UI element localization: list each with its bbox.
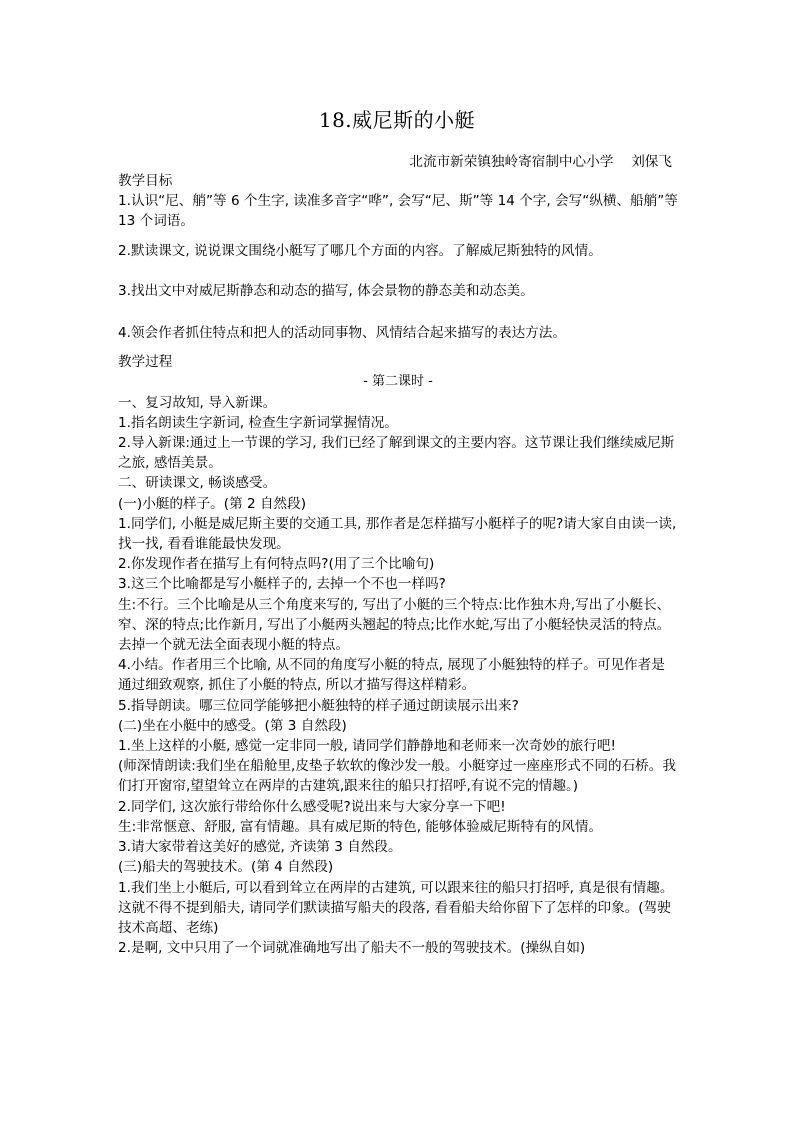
section-heading: 二、研读课文, 畅谈感受。 bbox=[118, 475, 277, 492]
paragraph: 生:不行。三个比喻是从三个角度来写的, 写出了小艇的三个特点:比作独木舟,写出了小艇长、窄、深的特点;比作新月, 写出了小艇两头翘起的特点;比作水蛇,写出了小艇轻快灵活的特点。去掉一个就无法全面表现小艇的特点。 bbox=[118, 596, 671, 654]
paragraph: 生:非常惬意、舒服, 富有情趣。具有威尼斯的特色, 能够体验威尼斯特有的风情。 bbox=[118, 818, 603, 835]
paragraph: 1.指名朗读生字新词, 检查生字新词掌握情况。 bbox=[118, 414, 398, 431]
paragraph: 2.导入新课:通过上一节课的学习, 我们已经了解到课文的主要内容。这节课让我们继续威尼斯之旅, 感悟美景。 bbox=[118, 435, 675, 472]
goal-item: 2.默读课文, 说说课文围绕小艇写了哪几个方面的内容。了解威尼斯独特的风情。 bbox=[118, 242, 602, 259]
subsection-heading: (二)坐在小艇中的感受。(第 3 自然段) bbox=[118, 717, 347, 734]
paragraph: (师深情朗读:我们坐在船舱里,皮垫子软软的像沙发一般。小艇穿过一座座形式不同的石桥。我们打开窗帘,望望耸立在两岸的古建筑,跟来往的船只打招呼,有说不完的情趣。) bbox=[118, 758, 676, 795]
section-heading: 一、复习故知, 导入新课。 bbox=[118, 394, 277, 411]
paragraph: 3.这三个比喻都是写小艇样子的, 去掉一个不也一样吗? bbox=[118, 576, 446, 593]
goals-heading: 教学目标 bbox=[118, 173, 173, 189]
goal-item: 3.找出文中对威尼斯静态和动态的描写, 体会景物的静态美和动态美。 bbox=[118, 282, 534, 299]
document-body bbox=[118, 171, 678, 958]
goal-item: 1.认识“尼、艄”等 6 个生字, 读准多音字“哗”, 会写“尼、斯”等 14 个字, 会写“纵横、船艄”等 13 个词语。 bbox=[118, 193, 678, 230]
document-title: 18.威尼斯的小艇 bbox=[318, 108, 476, 132]
paragraph: 1.同学们, 小艇是威尼斯主要的交通工具, 那作者是怎样描写小艇样子的呢?请大家自由读一读, 找一找, 看看谁能最快发现。 bbox=[118, 515, 677, 553]
paragraph: 2.同学们, 这次旅行带给你什么感受呢?说出来与大家分享一下吧! bbox=[118, 798, 506, 815]
paragraph: 5.指导朗读。哪三位同学能够把小艇独特的样子通过朗读展示出来? bbox=[118, 697, 519, 714]
goal-item: 4.领会作者抓住特点和把人的活动同事物、风情结合起来描写的表达方法。 bbox=[118, 325, 566, 342]
paragraph: 2.是啊, 文中只用了一个词就准确地写出了船夫不一般的驾驶技术。(操纵自如) bbox=[118, 940, 586, 957]
author-line: 北流市新荣镇独岭寄宿制中心小学 刘保飞 bbox=[409, 154, 672, 170]
process-heading: 教学过程 bbox=[118, 354, 173, 371]
lesson-label: - 第二课时 - bbox=[363, 374, 433, 390]
paragraph: 4.小结。作者用三个比喻, 从不同的角度写小艇的特点, 展现了小艇独特的样子。可见作者是通过细致观察, 抓住了小艇的特点, 所以才描写得这样精彩。 bbox=[118, 657, 665, 694]
paragraph: 3.请大家带着这美好的感觉, 齐读第 3 自然段。 bbox=[118, 839, 402, 856]
paragraph: 2.你发现作者在描写上有何特点吗?(用了三个比喻句) bbox=[118, 556, 435, 573]
paragraph: 1.坐上这样的小艇, 感觉一定非同一般, 请同学们静静地和老师来一次奇妙的旅行吧! bbox=[118, 738, 616, 755]
paragraph: 1.我们坐上小艇后, 可以看到耸立在两岸的古建筑, 可以跟来往的船只打招呼, 真是很有情趣。这就不得不提到船夫, 请同学们默读描写船夫的段落, 看看船夫给你留下了怎样的印象。(驾驶技术高超、老练) bbox=[118, 879, 674, 936]
subsection-heading: (一)小艇的样子。(第 2 自然段) bbox=[118, 495, 307, 512]
subsection-heading: (三)船夫的驾驶技术。(第 4 自然段) bbox=[118, 859, 334, 876]
